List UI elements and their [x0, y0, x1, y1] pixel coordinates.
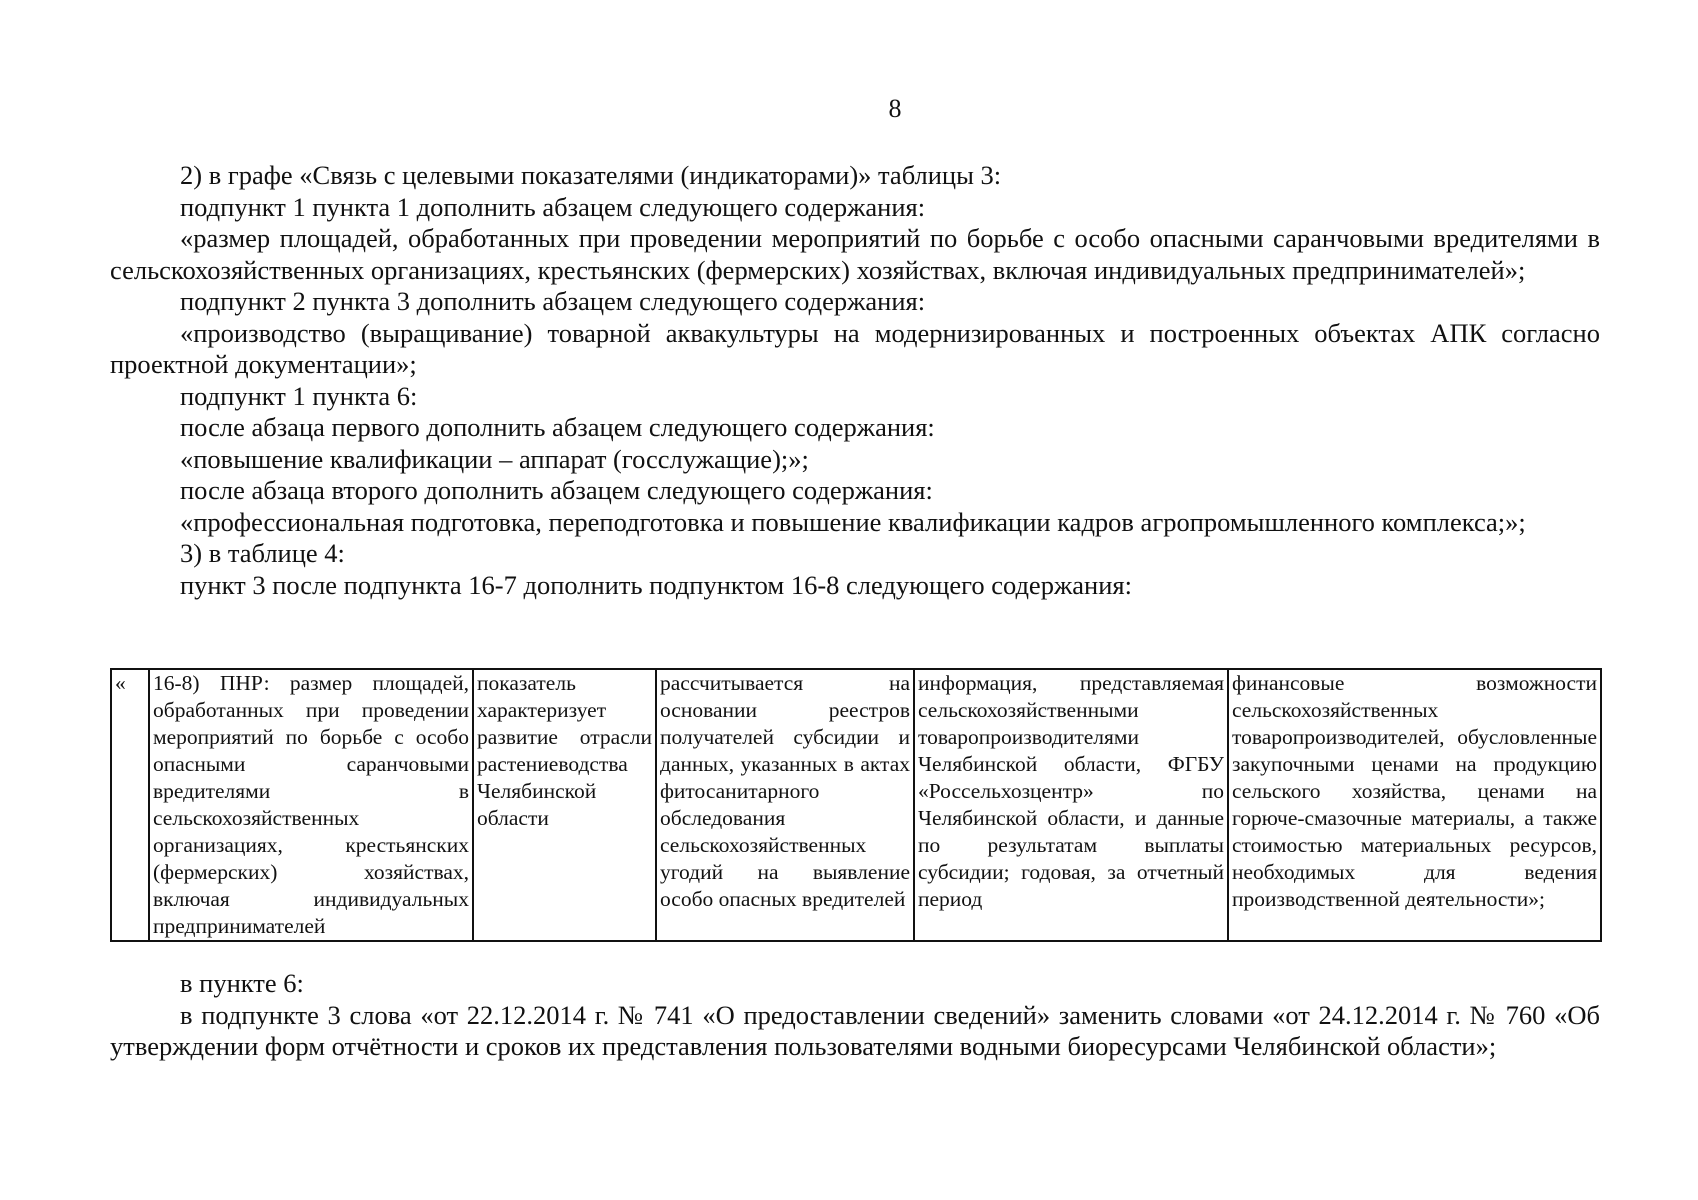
paragraph: после абзаца второго дополнить абзацем следующего содержания:	[180, 475, 933, 505]
factors-cell: финансовые возможности сельскохозяйственных товаропроизводителей, обусловленные закупочными ценами на продукцию сельского хозяйства, ценами на горюче-смазочные материалы, а также стоимостью материальных ресурсов, необходимых для ведения производственной деятельности»;	[1228, 669, 1601, 941]
page-number: 8	[888, 94, 902, 123]
paragraph: после абзаца первого дополнить абзацем следующего содержания:	[180, 412, 935, 442]
paragraph: в пункте 6:	[180, 968, 304, 998]
paragraph: в подпункте 3 слова «от 22.12.2014 г. № 741 «О предоставлении сведений» заменить словами «от 24.12.2014 г. № 760 «Об утверждении форм отчётности и сроков их представления пользователями водными биоресурсами Челябинской области»;	[110, 999, 1600, 1061]
paragraph: 3) в таблице 4:	[180, 538, 345, 568]
document-body	[110, 160, 1600, 601]
paragraph: «производство (выращивание) товарной аквакультуры на модернизированных и построенных объектах АПК согласно проектной документации»;	[110, 317, 1600, 379]
data-source-cell: информация, представляемая сельскохозяйственными товаропроизводителями Челябинской области, ФГБУ «Россельхозцентр» по Челябинской области, и данные по результатам выплаты субсидии; годовая, за отчетный период	[914, 669, 1228, 941]
paragraph: 2) в графе «Связь с целевыми показателями (индикаторами)» таблицы 3:	[180, 160, 1002, 190]
paragraph: подпункт 2 пункта 3 дополнить абзацем следующего содержания:	[180, 286, 926, 316]
paragraph: «размер площадей, обработанных при проведении мероприятий по борьбе с особо опасными саранчовыми вредителями в сельскохозяйственных организациях, крестьянских (фермерских) хозяйствах, включая индивидуальных предпринимателей»;	[110, 223, 1600, 285]
calculation-method-cell: рассчитывается на основании реестров получателей субсидии и данных, указанных в актах фитосанитарного обследования сельскохозяйственных угодий на выявление особо опасных вредителей	[656, 669, 914, 941]
document-body-continued	[110, 968, 1600, 1063]
paragraph: пункт 3 после подпункта 16-7 дополнить подпунктом 16-8 следующего содержания:	[180, 569, 1132, 600]
characteristic-cell: показатель характеризует развитие отрасли растениеводства Челябинской области	[473, 669, 656, 941]
table-row	[111, 669, 1601, 941]
paragraph: подпункт 1 пункта 1 дополнить абзацем следующего содержания:	[180, 191, 926, 222]
paragraph: «профессиональная подготовка, переподготовка и повышение квалификации кадров агропромышленного комплекса;»;	[180, 506, 1526, 537]
paragraph: «повышение квалификации – аппарат (госслужащие);»;	[180, 443, 809, 474]
inserted-table	[110, 668, 1602, 942]
indicator-name-cell: 16-8) ПНР: размер площадей, обработанных при проведении мероприятий по борьбе с особо опасными саранчовыми вредителями в сельскохозяйственных организациях, крестьянских (фермерских) хозяйствах, включая индивидуальных предпринимателей	[149, 669, 473, 941]
quote-cell: «	[111, 669, 149, 941]
paragraph: подпункт 1 пункта 6:	[180, 380, 418, 411]
